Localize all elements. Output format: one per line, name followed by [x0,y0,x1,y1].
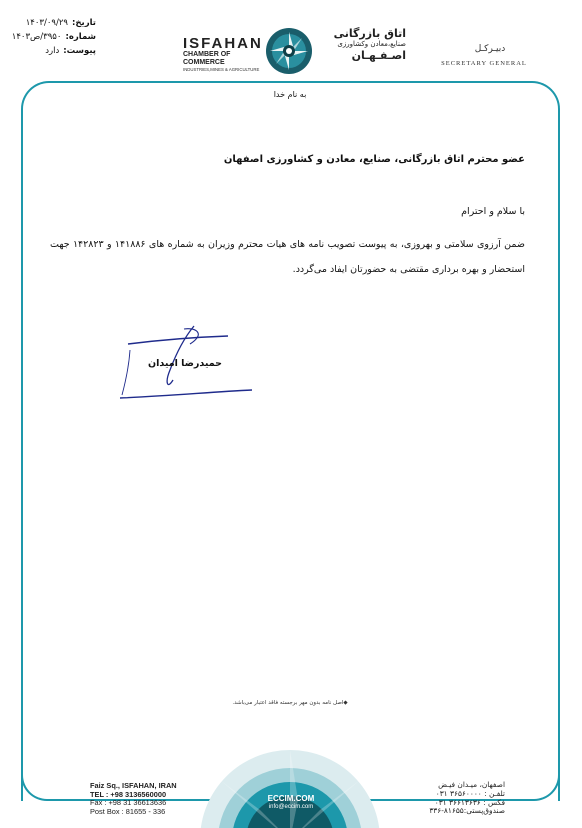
footer-email[interactable]: info@eccim.com [268,804,314,810]
addressee: عضو محترم اتاق بازرگانی، صنایع، معادن و کشاورزی اصفهان [223,154,525,165]
letter-frame [21,81,560,801]
logo-en-line3: INDUSTRIES,MINES & AGRICULTURE [183,67,260,72]
footer-en-fax: Fax : +98 31 36613636 [90,798,167,808]
validity-footnote: ◆اصل نامه بدون مهر برجسته فاقد اعتبار می‌باشد. [232,700,348,706]
chamber-logo-persian [316,27,406,63]
letter-meta [6,16,96,58]
logo-fa-line1: اتاق بازرگانی [333,27,406,40]
footer-fa-tel: تلفـن : ۳۶۵۶۰۰۰۰ ۰۳۱ [435,788,505,798]
meta-number-value: ۳۹۵۰/ص۱۴۰۳ [11,32,62,42]
meta-number [6,30,96,44]
footer-contact-en [90,782,200,816]
meta-date-label: تاریخ: [72,18,96,28]
logo-fa-line2: صنایع،معادن وکشاورزی [337,40,406,48]
logo-fa-line3: اصـفـهـان [351,49,406,62]
footer-fa-pobox: صندوق‌پستی:۸۱۶۵۵-۳۳۶ [429,806,505,816]
chamber-emblem-icon [264,26,314,76]
meta-attachment-value: دارد [45,46,60,56]
meta-attachment [6,44,96,58]
footer-emblem-icon [180,740,400,828]
footer-web [256,794,326,811]
footer-website[interactable]: ECCIM.COM [267,794,315,803]
logo-en-line2: CHAMBER OF COMMERCE [183,51,231,66]
logo-en-name: ISFAHAN [183,35,263,52]
meta-attachment-label: پیوست: [63,46,96,56]
letter-body: ضمن آرزوی سلامتی و بهروزی، به پیوست تصویب نامه های هیات محترم وزیران به شماره های ۱۴۱۸۸۶ و ۱۴۲۸۲۳ جهت استحضار و بهره برداری مقتضی به حضورتان ایفاد می‌گردد. [50,239,525,275]
secretary-title-fa: دبیـرکـل [474,44,506,54]
secretary-title-en: SECRETARY GENERAL [441,60,527,67]
meta-number-label: شماره: [65,32,96,42]
footer-en-address: Faiz Sq., ISFAHAN, IRAN [90,781,177,790]
footer-contact-fa [395,781,505,816]
chamber-logo-english [183,36,267,73]
footer-fa-fax: فکس : ۳۶۶۱۳۶۳۶ ۰۳۱ [434,797,505,807]
signer-name: حمیدرضا امیدان [148,358,222,369]
footer-en-tel: TEL : +98 3136560000 [90,789,167,799]
greeting: با سلام و احترام [461,206,525,217]
bismillah: به نام خدا [273,90,307,99]
meta-date [6,16,96,30]
footer-en-pobox: Post Box : 81655 - 336 [90,806,166,816]
meta-date-value: ۱۴۰۳/۰۹/۲۹ [25,18,68,28]
footer-fa-address: اصفهان، میـدان فیـض [438,780,505,789]
